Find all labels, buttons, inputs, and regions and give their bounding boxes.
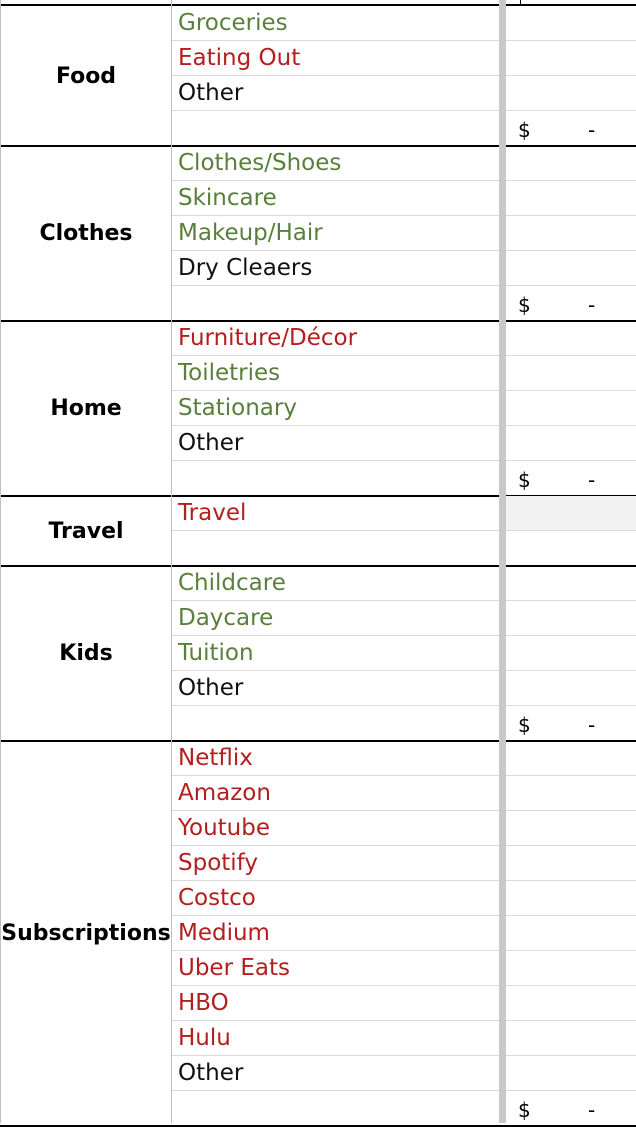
section-total-cell[interactable] [506, 461, 636, 496]
expense-item-cell[interactable]: HBO [172, 986, 499, 1021]
section-total-cell[interactable] [506, 531, 636, 566]
expense-item-cell[interactable]: Netflix [172, 741, 499, 776]
total-amount: - [588, 293, 596, 317]
amount-cell[interactable] [506, 986, 636, 1021]
category-label[interactable]: Travel [48, 518, 124, 544]
currency-symbol: $ [518, 468, 531, 492]
amount-cell[interactable] [506, 811, 636, 846]
total-amount: - [588, 1098, 596, 1122]
amount-cell[interactable] [506, 776, 636, 811]
amount-cell[interactable] [506, 496, 636, 531]
amount-cell[interactable] [506, 741, 636, 776]
amount-cell[interactable] [506, 6, 636, 41]
amount-cell[interactable] [506, 671, 636, 706]
expense-item-cell[interactable]: Other [172, 426, 499, 461]
amount-cell[interactable] [506, 846, 636, 881]
category-label[interactable]: Subscriptions [1, 921, 171, 946]
expense-item-cell[interactable]: Hulu [172, 1021, 499, 1056]
expense-item-cell[interactable]: Dry Cleaers [172, 251, 499, 286]
section-total-cell[interactable] [506, 111, 636, 146]
expense-item-cell[interactable]: Eating Out [172, 41, 499, 76]
expense-item-cell[interactable]: Makeup/Hair [172, 216, 499, 251]
expense-item-cell[interactable]: Other [172, 671, 499, 706]
amount-cell[interactable] [506, 356, 636, 391]
expense-item-cell[interactable]: Tuition [172, 636, 499, 671]
expense-item-cell[interactable]: Childcare [172, 566, 499, 601]
column-gridline [0, 0, 1, 1123]
amount-cell[interactable] [506, 601, 636, 636]
expense-item-cell[interactable]: Travel [172, 496, 499, 531]
expense-item-cell[interactable]: Youtube [172, 811, 499, 846]
amount-cell[interactable] [506, 216, 636, 251]
amount-cell[interactable] [506, 636, 636, 671]
expense-item-cell[interactable]: Other [172, 1056, 499, 1091]
total-amount: - [588, 118, 596, 142]
section-total-cell[interactable] [506, 1091, 636, 1126]
blank-cell[interactable] [172, 1091, 499, 1126]
amount-cell[interactable] [506, 1021, 636, 1056]
currency-symbol: $ [518, 713, 531, 737]
section-total-cell[interactable] [506, 706, 636, 741]
section-total-cell[interactable] [506, 286, 636, 321]
expense-item-cell[interactable]: Medium [172, 916, 499, 951]
category-label[interactable]: Food [55, 63, 117, 89]
category-label[interactable]: Home [50, 396, 122, 421]
expense-item-cell[interactable]: Spotify [172, 846, 499, 881]
expense-item-cell[interactable]: Toiletries [172, 356, 499, 391]
expense-item-cell[interactable]: Stationary [172, 391, 499, 426]
column-gridline [171, 0, 172, 1123]
expense-item-cell[interactable]: Clothes/Shoes [172, 146, 499, 181]
amount-cell[interactable] [506, 251, 636, 286]
currency-symbol: $ [518, 293, 531, 317]
expense-item-cell[interactable]: Furniture/Décor [172, 321, 499, 356]
amount-cell[interactable] [506, 41, 636, 76]
total-amount: - [588, 713, 596, 737]
blank-cell[interactable] [172, 531, 499, 566]
cell-fragment [520, 0, 521, 4]
amount-cell[interactable] [506, 321, 636, 356]
total-amount: - [588, 468, 596, 492]
expense-item-cell[interactable]: Amazon [172, 776, 499, 811]
amount-cell[interactable] [506, 881, 636, 916]
amount-cell[interactable] [506, 1056, 636, 1091]
currency-symbol: $ [518, 118, 531, 142]
expense-item-cell[interactable]: Other [172, 76, 499, 111]
blank-cell[interactable] [172, 111, 499, 146]
blank-cell[interactable] [172, 461, 499, 496]
amount-cell[interactable] [506, 566, 636, 601]
expense-item-cell[interactable]: Skincare [172, 181, 499, 216]
expense-item-cell[interactable]: Uber Eats [172, 951, 499, 986]
category-label[interactable]: Clothes [39, 221, 133, 246]
column-divider [499, 0, 506, 1123]
amount-cell[interactable] [506, 146, 636, 181]
expense-item-cell[interactable]: Groceries [172, 6, 499, 41]
expense-item-cell[interactable]: Daycare [172, 601, 499, 636]
blank-cell[interactable] [172, 286, 499, 321]
blank-cell[interactable] [172, 706, 499, 741]
amount-cell[interactable] [506, 951, 636, 986]
currency-symbol: $ [518, 1098, 531, 1122]
amount-cell[interactable] [506, 181, 636, 216]
expense-item-cell[interactable]: Costco [172, 881, 499, 916]
amount-cell[interactable] [506, 76, 636, 111]
amount-cell[interactable] [506, 916, 636, 951]
amount-cell[interactable] [506, 391, 636, 426]
category-label[interactable]: Kids [59, 641, 113, 666]
amount-cell[interactable] [506, 426, 636, 461]
